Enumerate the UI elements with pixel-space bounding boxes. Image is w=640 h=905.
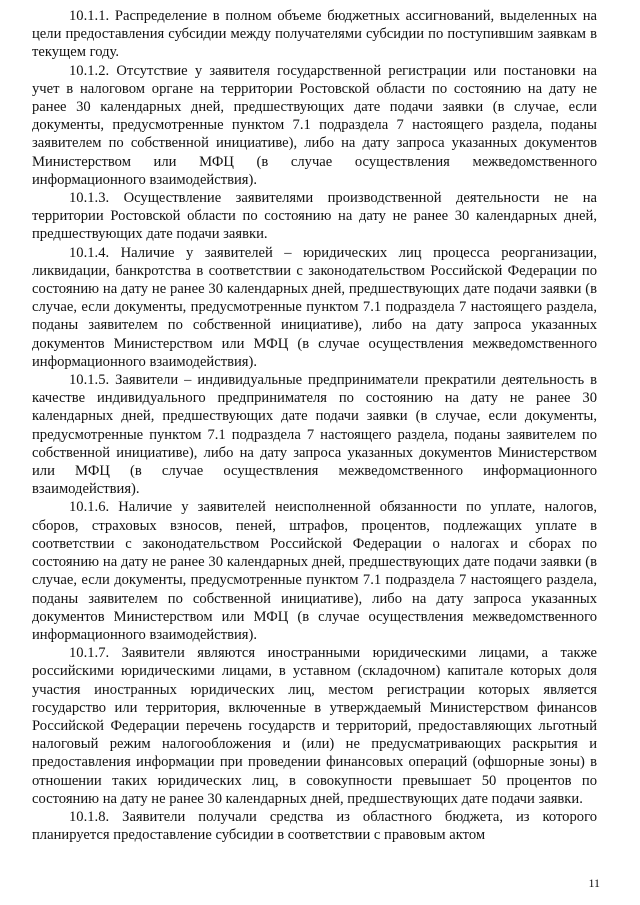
paragraph-10-1-8: 10.1.8. Заявители получали средства из областного бюджета, из которого планируется предоставление субсидии в соответствии с правовым актом [32, 808, 597, 844]
page-number: 11 [588, 876, 600, 890]
paragraph-10-1-7: 10.1.7. Заявители являются иностранными юридическими лицами, а также российскими юридическими лицами, в уставном (складочном) капитале которых доля участия иностранных юридических лиц, местом регистрации которых является государство или территория, включенные в утверждаемый Министерством финансов Российской Федерации перечень государств и территорий, предоставляющих льготный налоговый режим налогообложения и (или) не предусматривающих раскрытия и предоставления информации при проведении финансовых операций (офшорные зоны) в отношении таких юридических лиц, в совокупности превышает 50 процентов по состоянию на дату не ранее 30 календарных дней, предшествующих дате подачи заявки. [32, 645, 597, 807]
paragraph-10-1-5: 10.1.5. Заявители – индивидуальные предприниматели прекратили деятельность в качестве индивидуального предпринимателя по состоянию на дату не ранее 30 календарных дней, предшествующих дате подачи заявки (в случае, если документы, предусмотренные пунктом 7.1 подраздела 7 настоящего раздела, поданы заявителем по собственной инициативе), либо на дату запроса указанных документов Министерством или МФЦ (в случае осуществления межведомственного информационного взаимодействия). [32, 372, 597, 498]
paragraph-10-1-3: 10.1.3. Осуществление заявителями производственной деятельности не на территории Ростовской области по состоянию на дату не ранее 30 календарных дней, предшествующих дате подачи заявки. [32, 190, 597, 243]
paragraph-10-1-6: 10.1.6. Наличие у заявителей неисполненной обязанности по уплате, налогов, сборов, страховых взносов, пеней, штрафов, процентов, подлежащих уплате в соответствии с законодательством Российской Федерации о налогах и сборах по состоянию на дату не ранее 30 календарных дней, предшествующих дате подачи заявки (в случае, если документы, предусмотренные пунктом 7.1 подраздела 7 настоящего раздела, поданы заявителем по собственной инициативе), либо на дату запроса указанных документов Министерством или МФЦ (в случае осуществления межведомственного информационного взаимодействия). [32, 499, 597, 643]
paragraph-10-1-4: 10.1.4. Наличие у заявителей – юридических лиц процесса реорганизации, ликвидации, банкротства в соответствии с законодательством Российской Федерации по состоянию на дату не ранее 30 календарных дней, предшествующих дате подачи заявки (в случае, если документы, предусмотренные пунктом 7.1 подраздела 7 настоящего раздела, поданы заявителем по собственной инициативе), либо на дату запроса указанных документов Министерством или МФЦ (в случае осуществления межведомственного информационного взаимодействия). [32, 244, 597, 370]
document-page [32, 0, 597, 844]
paragraph-10-1-2: 10.1.2. Отсутствие у заявителя государственной регистрации или постановки на учет в налоговом органе на территории Ростовской области по состоянию на дату не ранее 30 календарных дней, предшествующих дате подачи заявки (в случае, если документы, предусмотренные пунктом 7.1 подраздела 7 настоящего раздела, поданы заявителем по собственной инициативе), либо на дату запроса указанных документов Министерством или МФЦ (в случае осуществления межведомственного информационного взаимодействия). [32, 62, 597, 188]
paragraph-10-1-1: 10.1.1. Распределение в полном объеме бюджетных ассигнований, выделенных на цели предоставления субсидии между получателями субсидии по поступившим заявкам в текущем году. [32, 8, 597, 61]
